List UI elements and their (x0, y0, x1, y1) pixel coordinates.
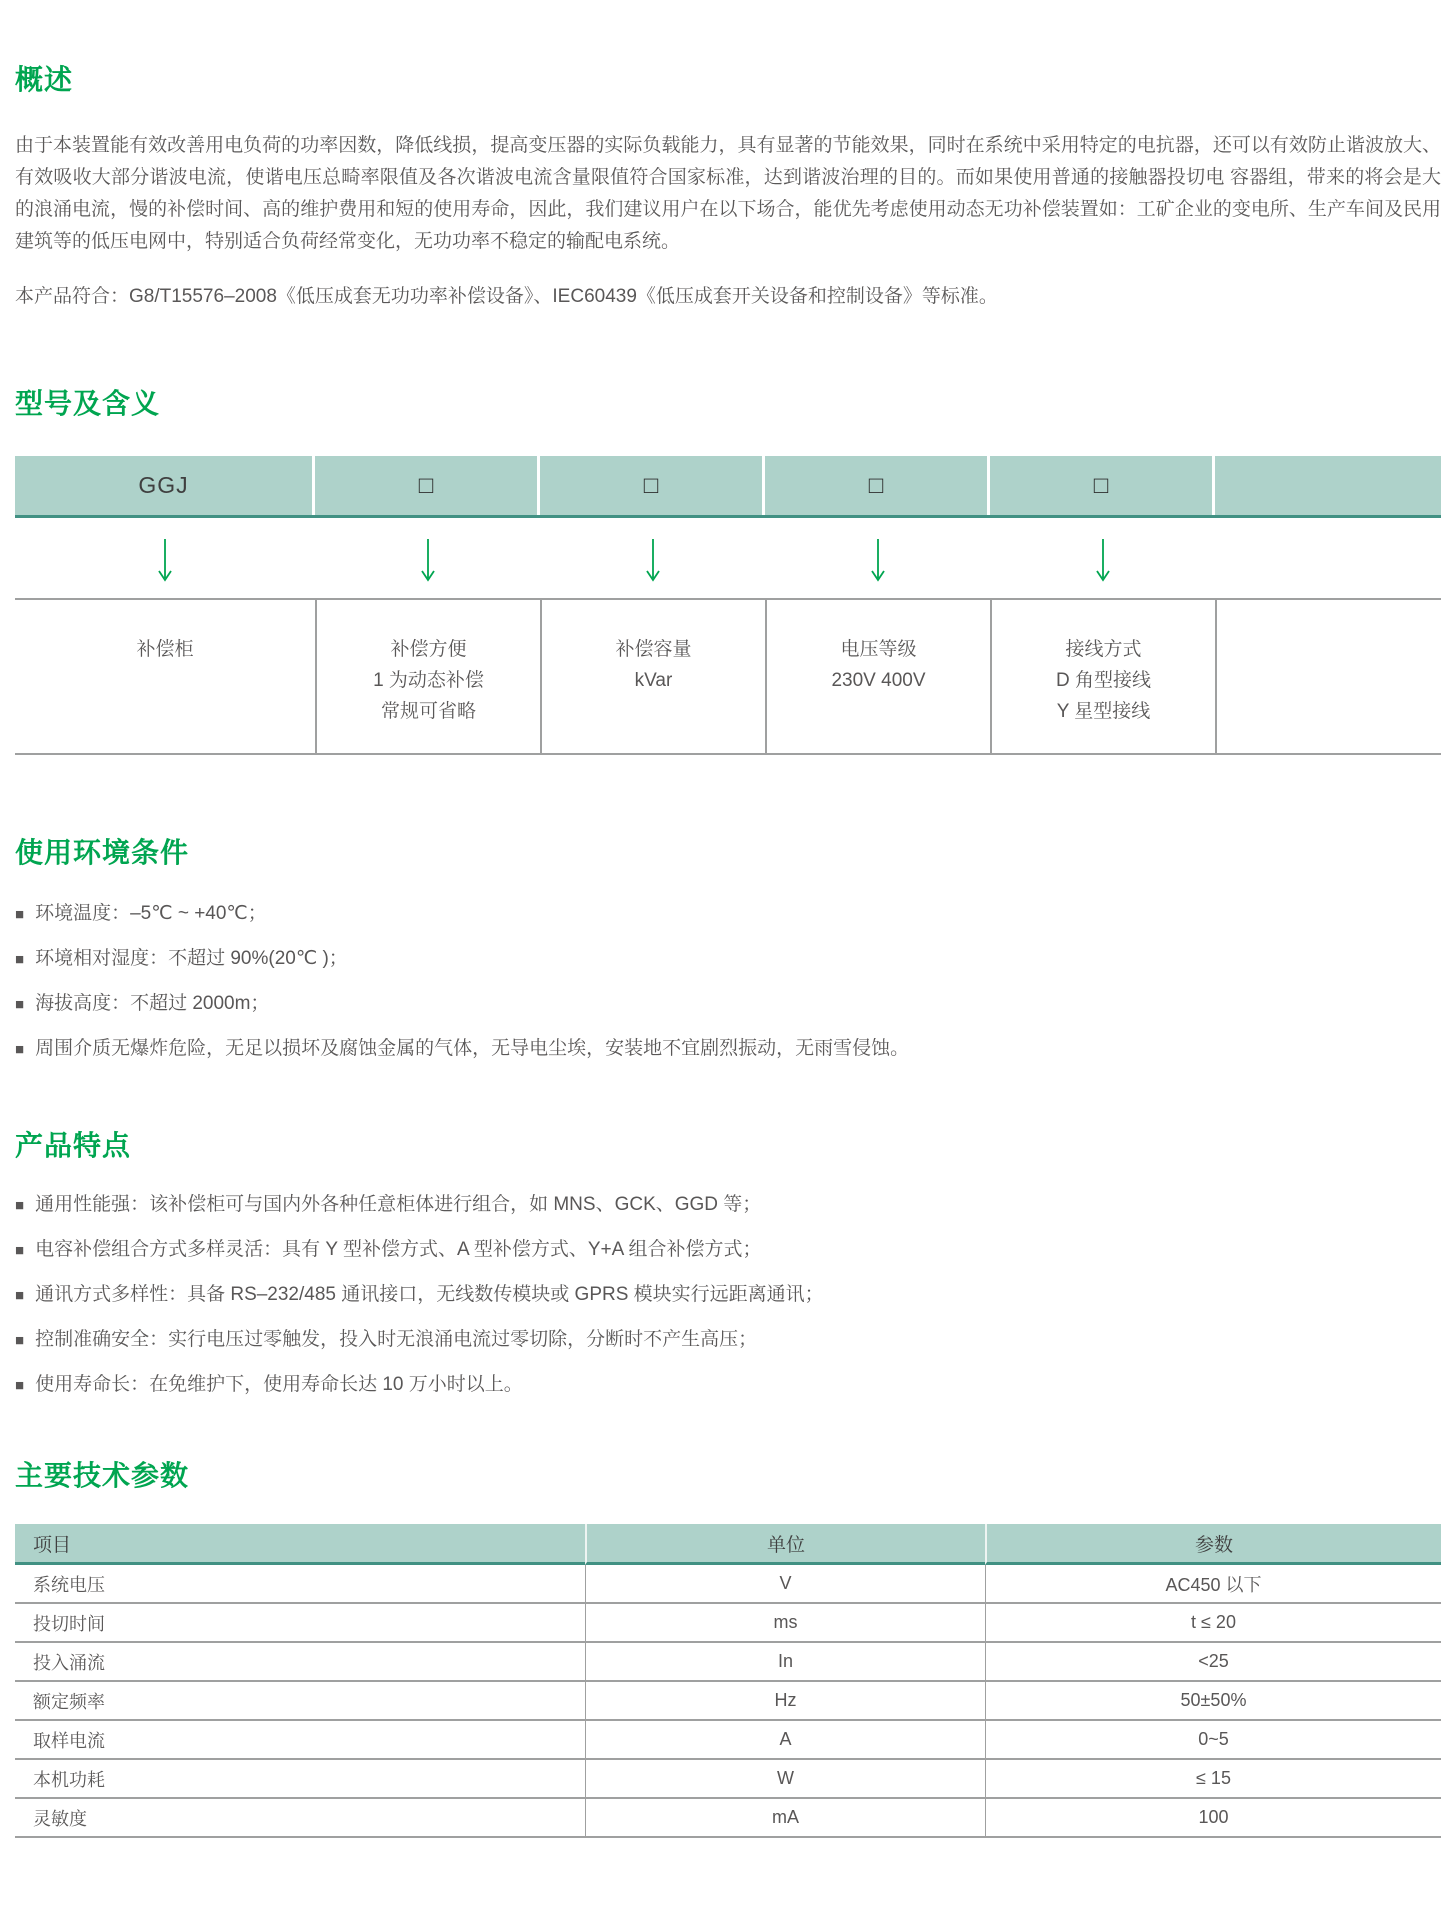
bullet-square-icon: ■ (15, 1331, 25, 1349)
table-row (15, 1604, 1441, 1643)
column-header-unit: 单位 (585, 1524, 985, 1565)
model-header-cell (15, 456, 315, 515)
desc-line: 230V 400V (831, 670, 926, 691)
list-item-text: 海拔高度：不超过 2000m； (35, 993, 270, 1014)
list-item-text: 电容补偿组合方式多样灵活：具有 Y 型补偿方式、A 型补偿方式、Y+A 组合补偿方式； (35, 1239, 762, 1260)
down-arrow-icon (645, 538, 661, 582)
desc-line: 补偿柜 (136, 639, 194, 660)
model-desc-lines (831, 634, 925, 696)
table-cell: ≤ 15 (985, 1760, 1441, 1799)
model-header-cell (540, 456, 765, 515)
overview-paragraph: 由于本装置能有效改善用电负荷的功率因数，降低线损，提高变压器的实际负载能力，具有显著的节能效果，同时在系统中采用特定的电抗器，还可以有效防止谐波放大、有效吸收大部分谐波电流，使谐电压总畸率限值及各次谐波电流含量限值符合国家标准，达到谐波治理的目的。而如果使用普通的接触器投切电 容器组，带来的将会是大的浪涌电流，慢的补偿时间、高的维护费用和短的使用寿命，因此，我们建议用户在以下场合，能优先考虑使用动态无功补偿装置如：工矿企业的变电所、生产车间及民用建筑等的低压电网中，特别适合负荷经常变化，无功功率不稳定的输配电系统。 (15, 135, 1441, 252)
bullet-square-icon: ■ (15, 1286, 25, 1304)
table-cell: ms (585, 1604, 985, 1643)
table-cell: 50±50% (985, 1682, 1441, 1721)
table-cell: In (585, 1643, 985, 1682)
model-desc-row (15, 598, 1441, 755)
table-cell: <25 (985, 1643, 1441, 1682)
model-desc-cell-empty (1215, 600, 1441, 753)
environment-heading: 使用环境条件 (15, 837, 190, 868)
desc-line: 补偿容量 (615, 639, 692, 660)
desc-line: Y 星型接线 (1056, 701, 1151, 722)
list-item (15, 1237, 1441, 1263)
list-item (15, 1192, 1441, 1218)
model-desc-lines (136, 634, 193, 665)
desc-line: 接线方式 (1065, 639, 1142, 660)
model-code-label: GGJ (138, 472, 189, 498)
bullet-square-icon: ■ (15, 905, 25, 923)
environment-list (15, 901, 1441, 1062)
down-arrow-icon (870, 538, 886, 582)
model-arrow-cell-empty (1215, 518, 1441, 598)
model-heading: 型号及含义 (15, 388, 161, 419)
bullet-square-icon: ■ (15, 950, 25, 968)
table-cell: 系统电压 (15, 1565, 585, 1604)
model-desc-cell (540, 600, 765, 753)
overview-heading: 概述 (15, 64, 74, 95)
model-arrow-cell (540, 518, 765, 598)
model-header-row (15, 456, 1441, 518)
list-item (15, 1327, 1441, 1353)
table-cell: t ≤ 20 (985, 1604, 1441, 1643)
list-item (15, 901, 1441, 927)
placeholder-square-icon: □ (1093, 471, 1109, 499)
table-cell: Hz (585, 1682, 985, 1721)
list-item-text: 周围介质无爆炸危险，无足以损坏及腐蚀金属的气体，无导电尘埃，安装地不宜剧烈振动，无雨雪侵蚀。 (35, 1038, 910, 1059)
model-desc-cell (315, 600, 540, 753)
list-item (15, 1372, 1441, 1398)
compliance-note: 本产品符合：G8/T15576–2008《低压成套无功功率补偿设备》、IEC60439《低压成套开关设备和控制设备》等标准。 (15, 286, 998, 307)
list-item-text: 控制准确安全：实行电压过零触发，投入时无浪涌电流过零切除，分断时不产生高压； (35, 1329, 758, 1350)
bullet-square-icon: ■ (15, 1376, 25, 1394)
table-cell: A (585, 1721, 985, 1760)
down-arrow-icon (420, 538, 436, 582)
model-arrow-cell (15, 518, 315, 598)
list-item-text: 通讯方式多样性：具备 RS–232/485 通讯接口，无线数传模块或 GPRS 模块实行远距离通讯； (35, 1284, 824, 1305)
model-arrow-cell (765, 518, 990, 598)
column-header-value: 参数 (985, 1524, 1441, 1565)
table-row (15, 1565, 1441, 1604)
model-table (15, 456, 1441, 755)
model-arrow-cell (990, 518, 1215, 598)
table-cell: mA (585, 1799, 985, 1838)
table-cell: W (585, 1760, 985, 1799)
table-cell: 本机功耗 (15, 1760, 585, 1799)
table-row (15, 1721, 1441, 1760)
bullet-square-icon: ■ (15, 1241, 25, 1259)
list-item (15, 946, 1441, 972)
list-item-text: 使用寿命长：在免维护下，使用寿命长达 10 万小时以上。 (35, 1374, 523, 1395)
parameters-header-row (15, 1524, 1441, 1565)
bullet-square-icon: ■ (15, 1040, 25, 1058)
model-arrow-cell (315, 518, 540, 598)
list-item-text: 通用性能强：该补偿柜可与国内外各种任意柜体进行组合，如 MNS、GCK、GGD 等； (35, 1194, 762, 1215)
list-item (15, 1036, 1441, 1062)
placeholder-square-icon: □ (868, 471, 884, 499)
desc-line: 常规可省略 (380, 701, 476, 722)
desc-line: D 角型接线 (1055, 670, 1151, 691)
list-item-text: 环境温度：–5℃ ~ +40℃； (35, 903, 267, 924)
model-desc-lines (1056, 634, 1151, 727)
desc-line: 1 为动态补偿 (373, 670, 484, 691)
model-header-cell-empty (1215, 456, 1441, 515)
model-header-cell (765, 456, 990, 515)
table-cell: 投切时间 (15, 1604, 585, 1643)
model-header-cell (315, 456, 540, 515)
features-heading: 产品特点 (15, 1130, 132, 1161)
model-desc-cell (990, 600, 1215, 753)
list-item (15, 991, 1441, 1017)
model-header-cell (990, 456, 1215, 515)
parameters-heading: 主要技术参数 (15, 1460, 190, 1491)
model-desc-lines (615, 634, 691, 696)
column-header-item: 项目 (15, 1524, 585, 1565)
bullet-square-icon: ■ (15, 1196, 25, 1214)
down-arrow-icon (157, 538, 173, 582)
table-cell: 取样电流 (15, 1721, 585, 1760)
table-cell: AC450 以下 (985, 1565, 1441, 1604)
model-desc-cell (15, 600, 315, 753)
parameters-table (15, 1524, 1441, 1838)
table-cell: V (585, 1565, 985, 1604)
desc-line: 补偿方便 (390, 639, 467, 660)
table-row (15, 1760, 1441, 1799)
placeholder-square-icon: □ (418, 471, 434, 499)
placeholder-square-icon: □ (643, 471, 659, 499)
table-row (15, 1643, 1441, 1682)
bullet-square-icon: ■ (15, 995, 25, 1013)
table-cell: 额定频率 (15, 1682, 585, 1721)
table-row (15, 1682, 1441, 1721)
table-cell: 投入涌流 (15, 1643, 585, 1682)
down-arrow-icon (1095, 538, 1111, 582)
model-arrow-row (15, 518, 1441, 598)
model-desc-lines (373, 634, 484, 727)
table-cell: 0~5 (985, 1721, 1441, 1760)
desc-line: 电压等级 (840, 639, 917, 660)
list-item-text: 环境相对湿度：不超过 90%(20℃ )； (35, 948, 348, 969)
table-cell: 100 (985, 1799, 1441, 1838)
desc-line: kVar (634, 670, 673, 691)
table-row (15, 1799, 1441, 1838)
list-item (15, 1282, 1441, 1308)
features-list (15, 1192, 1441, 1398)
table-cell: 灵敏度 (15, 1799, 585, 1838)
model-desc-cell (765, 600, 990, 753)
